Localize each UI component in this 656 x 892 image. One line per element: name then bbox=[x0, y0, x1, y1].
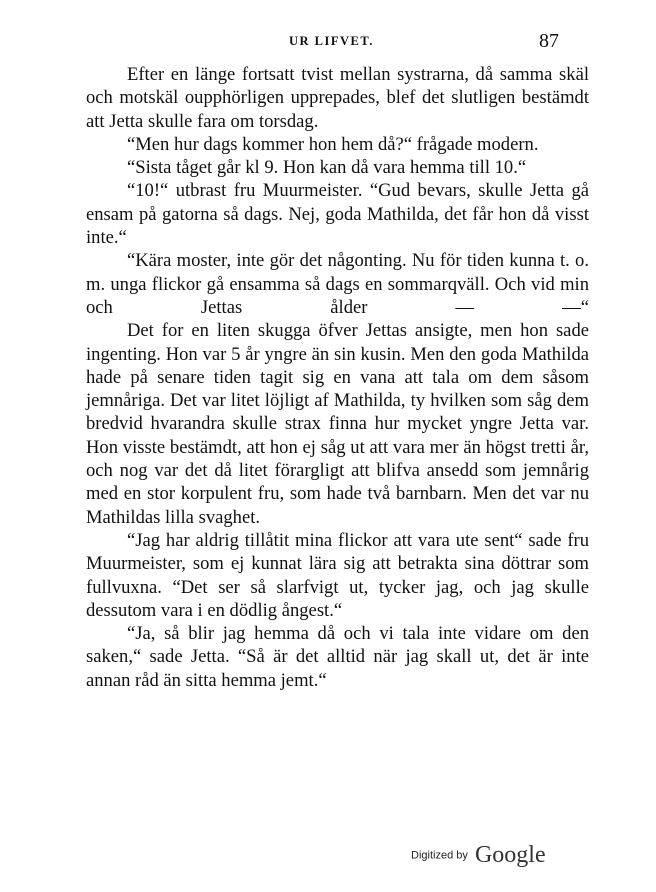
page-number: 87 bbox=[539, 30, 559, 52]
page-header bbox=[0, 30, 656, 54]
paragraph-1: Efter en länge fortsatt tvist mellan systrarna, då samma skäl och motskäl oupphörligen upprepades, blef det slutligen bestämdt att Jetta skulle fara om torsdag. bbox=[86, 64, 589, 132]
paragraph-4: “10!“ utbrast fru Muurmeister. “Gud bevars, skulle Jetta gå ensam på gatorna så dags. Nej, goda Mathilda, det får hon då visst inte.“ bbox=[86, 180, 589, 249]
paragraph-7: “Jag har aldrig tillåtit mina flickor att vara ute sent“ sade fru Muurmeister, som ej kunnat lära sig att betrakta sina döttrar som fullvuxna. “Det ser så slarfvigt ut, tycker jag, och jag skulle dessutom vara i en dödlig ångest.“ bbox=[86, 529, 589, 621]
google-logo: Google bbox=[474, 842, 546, 868]
paragraph-8: “Ja, så blir jag hemma då och vi tala inte vidare om den saken,“ sade Jetta. “Så är det alltid när jag skall ut, det är inte annan råd än sitta hemma jemt.“ bbox=[86, 623, 589, 691]
paragraph-3: “Sista tåget går kl 9. Hon kan då vara hemma till 10.“ bbox=[127, 157, 527, 179]
digitized-watermark bbox=[411, 842, 546, 872]
paragraph-2: “Men hur dags kommer hon hem då?“ frågade modern. bbox=[127, 133, 539, 155]
text-body bbox=[86, 63, 589, 692]
paragraph-5: “Kära moster, inte gör det någonting. Nu för tiden kunna t. o. m. unga flickor gå ensamma så dags en sommarqväll. Och vid min och Jettas ålder — —“ bbox=[86, 250, 589, 318]
paragraph-6: Det for en liten skugga öfver Jettas ansigte, men hon sade ingenting. Hon var 5 år yngre än sin kusin. Men den goda Mathilda hade på senare tiden tagit sig en vana att tala om dem såsom jemnåriga. Det var litet löjligt af Mathilda, ty hvilken som såg dem bredvid hvarandra skulle strax finna hur mycket yngre Jetta var. Hon visste bestämdt, att hon ej såg ut att vara mer än högst tretti år, och nog var det då litet förargligt att blifva ansedd som jemnårig med en stor korpulent fru, som hade två barnbarn. Men det var nu Mathildas lilla svaghet. bbox=[86, 320, 589, 528]
digitized-by-label: Digitized by bbox=[411, 849, 468, 862]
running-title: UR LIFVET. bbox=[289, 34, 374, 48]
